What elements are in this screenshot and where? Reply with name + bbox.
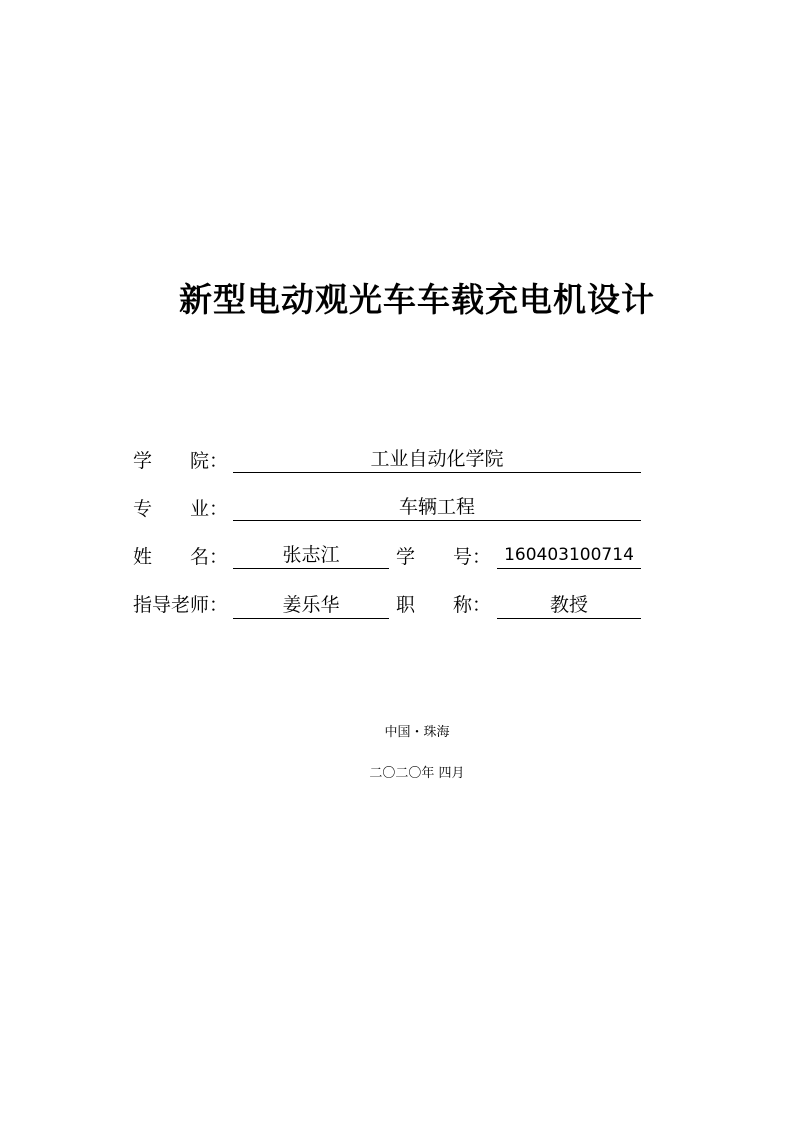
name-label: 姓 名： [133,546,229,568]
student-id-value: 160403100714 [497,543,641,569]
footer-date: 二〇二〇年 四月 [369,766,465,781]
name-value: 张志江 [233,543,389,569]
student-id-label: 学 号： [396,546,492,568]
college-value: 工业自动化学院 [233,447,641,473]
college-label: 学 院： [133,450,229,472]
title-rank-value: 教授 [497,593,641,619]
advisor-label: 指导老师： [133,594,229,616]
advisor-value: 姜乐华 [233,593,389,619]
footer-location: 中国・珠海 [384,725,450,740]
document-title: 新型电动观光车车载充电机设计 [179,280,655,319]
title-rank-label: 职 称： [396,594,492,616]
major-label: 专 业： [133,498,229,520]
major-value: 车辆工程 [233,495,641,521]
